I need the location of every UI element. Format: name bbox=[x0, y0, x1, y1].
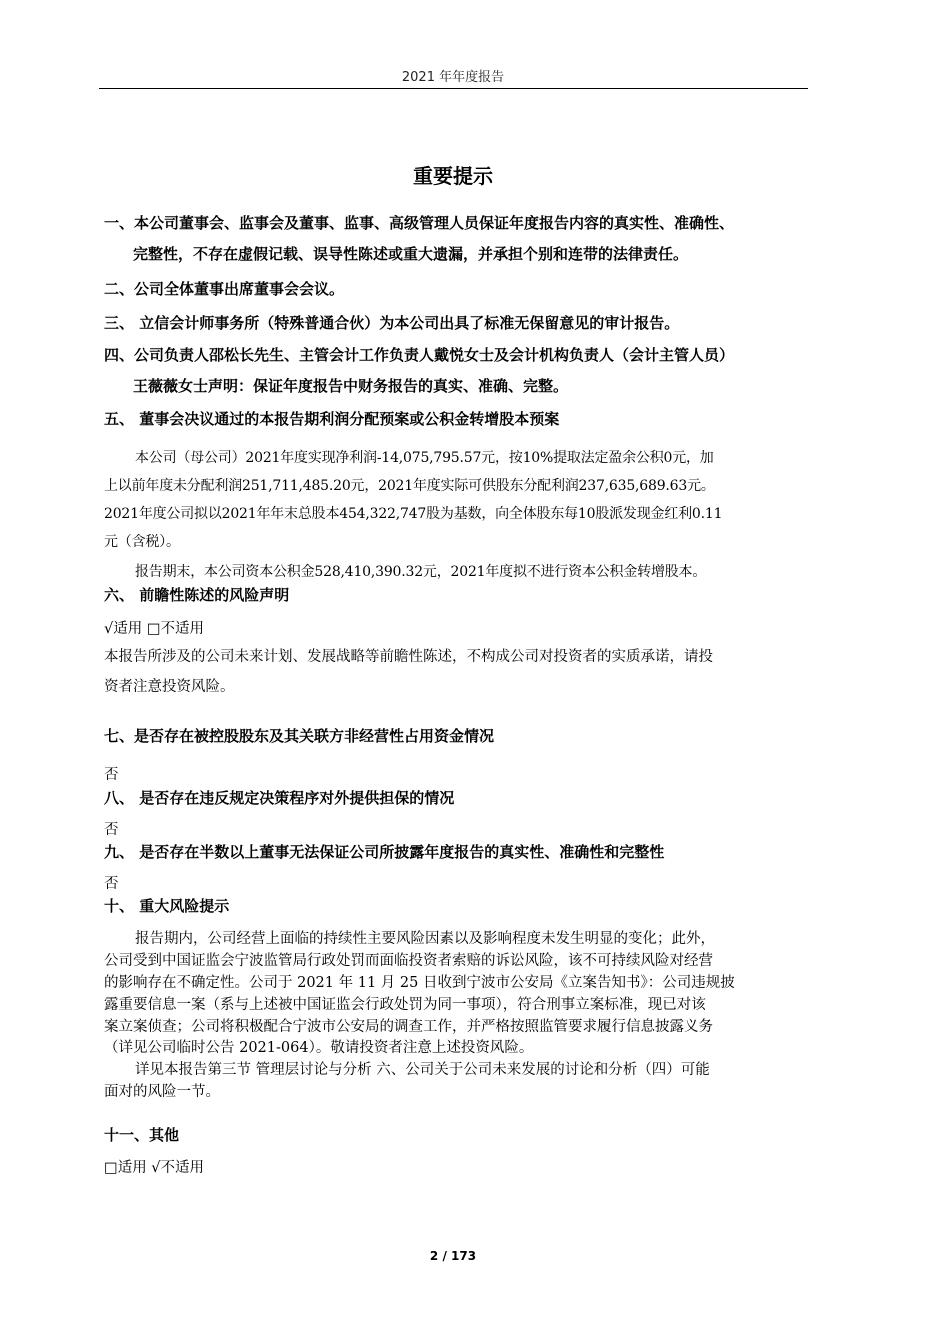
item-4-line-1: 四、公司负责人邵松长先生、主管会计工作负责人戴悦女士及会计机构负责人（会计主管人员） bbox=[104, 346, 735, 364]
section-5-text-line: 元（含税）。 bbox=[104, 534, 180, 550]
item-1-line-2: 完整性，不存在虚假记载、误导性陈述或重大遗漏，并承担个别和连带的法律责任。 bbox=[133, 245, 689, 263]
item-4-line-2: 王薇薇女士声明：保证年度报告中财务报告的真实、准确、完整。 bbox=[133, 377, 569, 395]
section-10-text-line: 报告期内，公司经营上面临的持续性主要风险因素以及影响程度未发生明显的变化；此外， bbox=[135, 931, 715, 947]
page-title: 重要提示 bbox=[413, 164, 493, 188]
section-10-text-line: 面对的风险一节。 bbox=[104, 1084, 220, 1100]
running-header: 2021 年年度报告 bbox=[401, 70, 505, 85]
section-8-heading: 八、 是否存在违反规定决策程序对外提供担保的情况 bbox=[104, 789, 455, 807]
section-10-text-line: 详见本报告第三节 管理层讨论与分析 六、公司关于公司未来发展的讨论和分析（四）可能 bbox=[135, 1062, 710, 1078]
section-6-text-line: 本报告所涉及的公司未来计划、发展战略等前瞻性陈述，不构成公司对投资者的实质承诺，请投 bbox=[104, 649, 713, 665]
section-6-text-line: 资者注意投资风险。 bbox=[104, 679, 235, 695]
item-2: 二、公司全体董事出席董事会会议。 bbox=[104, 280, 345, 298]
section-6-applicable-option: √适用 □不适用 bbox=[104, 621, 205, 637]
section-5-text-line: 上以前年度未分配利润251,711,485.20元，2021年度实际可供股东分配利润237,635,689.63元。 bbox=[104, 478, 715, 494]
section-10-text-line: 的影响存在不确定性。公司于 2021 年 11 月 25 日收到宁波市公安局《立案告知书》：公司违规披 bbox=[104, 975, 735, 991]
section-11-applicable-option: □适用 √不适用 bbox=[104, 1160, 205, 1176]
page-number: 2 / 173 bbox=[429, 1249, 477, 1263]
section-10-text-line: （详见公司临时公告 2021-064）。敬请投资者注意上述投资风险。 bbox=[104, 1040, 534, 1056]
section-10-text-line: 案立案侦查；公司将积极配合宁波市公安局的调查工作，并严格按照监管要求履行信息披露义务 bbox=[104, 1019, 713, 1035]
section-5-capital-reserve-line: 报告期末，本公司资本公积金528,410,390.32元，2021年度拟不进行资本公积金转增股本。 bbox=[135, 564, 707, 580]
section-6-heading: 六、 前瞻性陈述的风险声明 bbox=[104, 586, 290, 604]
section-10-text-line: 公司受到中国证监会宁波监管局行政处罚而面临投资者索赔的诉讼风险，该不可持续风险对经营 bbox=[104, 953, 713, 969]
section-11-heading: 十一、其他 bbox=[104, 1126, 180, 1144]
section-5-text-line: 2021年度公司拟以2021年年末总股本454,322,747股为基数，向全体股东每10股派发现金红利0.11 bbox=[104, 506, 723, 522]
section-9-heading: 九、 是否存在半数以上董事无法保证公司所披露年度报告的真实性、准确性和完整性 bbox=[104, 843, 665, 861]
section-10-heading: 十、 重大风险提示 bbox=[104, 897, 230, 915]
item-1-line-1: 一、本公司董事会、监事会及董事、监事、高级管理人员保证年度报告内容的真实性、准确性、 bbox=[104, 214, 735, 232]
section-7-heading: 七、是否存在被控股股东及其关联方非经营性占用资金情况 bbox=[104, 727, 495, 745]
section-7-answer: 否 bbox=[104, 767, 119, 783]
item-3: 三、 立信会计师事务所（特殊普通合伙）为本公司出具了标准无保留意见的审计报告。 bbox=[104, 314, 680, 332]
section-5-text-line: 本公司（母公司）2021年度实现净利润-14,075,795.57元，按10%提取法定盈余公积0元，加 bbox=[135, 450, 714, 466]
header-divider bbox=[99, 88, 808, 89]
section-9-answer: 否 bbox=[104, 876, 119, 892]
section-5-heading: 五、 董事会决议通过的本报告期利润分配预案或公积金转增股本预案 bbox=[104, 410, 560, 428]
section-10-text-line: 露重要信息一案（系与上述被中国证监会行政处罚为同一事项），符合刑事立案标准，现已对该 bbox=[104, 997, 706, 1013]
section-8-answer: 否 bbox=[104, 822, 119, 838]
